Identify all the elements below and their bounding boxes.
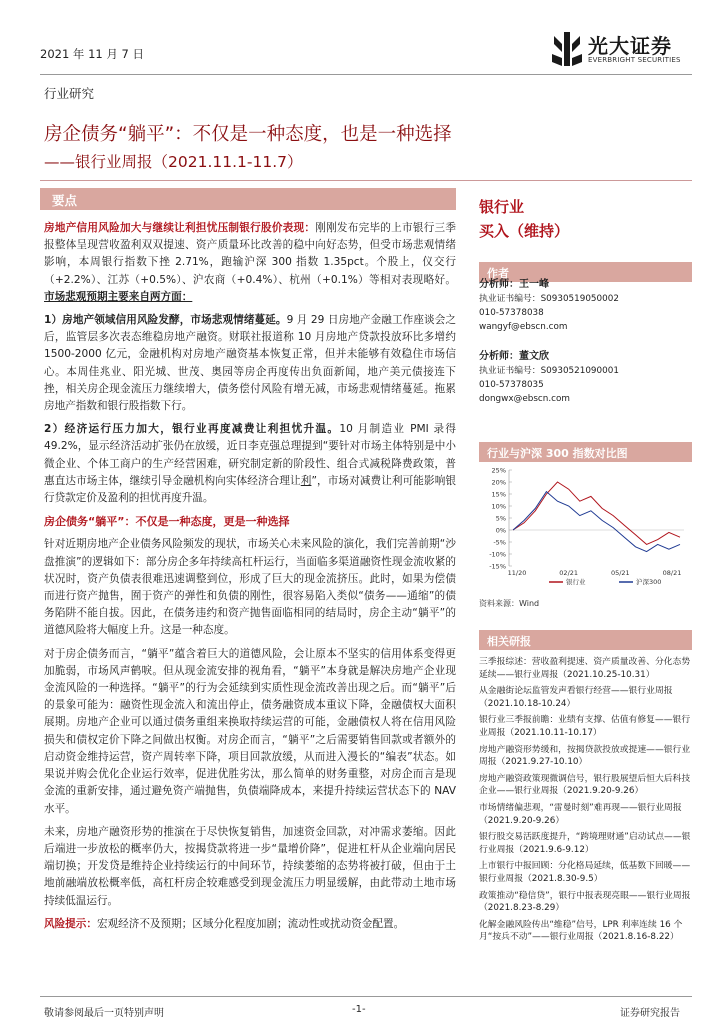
author-1-name: 王一峰 bbox=[519, 279, 549, 290]
author-1-label: 分析师： bbox=[479, 279, 519, 290]
related-report-item[interactable]: 从金融街论坛监管发声看银行经营——银行业周报（2021.10.18-10.24） bbox=[479, 686, 673, 709]
related-report-item[interactable]: 化解金融风险传出“维稳”信号，LPR 利率连续 16 个月“按兵不动”——银行业周报（2021.8.16-8.22） bbox=[479, 919, 683, 943]
risk-paragraph bbox=[44, 916, 456, 933]
main-body bbox=[44, 220, 456, 939]
related-report-item[interactable]: 房地产融资形势缓和，按揭贷款投放或提速——银行业周报（2021.9.27-10.10） bbox=[479, 744, 691, 768]
report-date: 2021 年 11 月 7 日 bbox=[40, 47, 144, 61]
x-tick-label: 02/21 bbox=[559, 569, 579, 577]
related-report-item[interactable]: 市场情绪偏悲观，“雷曼时刻”难再现——银行业周报（2021.9.20-9.26） bbox=[479, 802, 682, 826]
y-tick-label: 15% bbox=[491, 490, 506, 499]
logo-text-en: EVERBRIGHT SECURITIES bbox=[588, 56, 681, 64]
footer-divider bbox=[40, 996, 692, 997]
paragraph-4: 针对近期房地产企业债务风险频发的现状，市场关心未来风险的演化，我们完善前期“沙盘推演”的逻辑如下：部分房企多年持续高杠杆运行，当面临多渠道融资性现金流收紧的状况时，资产负债表很难迅速调整到位，形成了巨大的现金流挤压。此时，如果为偿债而进行资产抛售，囿于资产的弹性和负债的刚性，很容易陷入类似“债务——通缩”的债务陷阱不能自拔。因此，在债务违约和资产抛售面临相同的结局时，房企主动“躺平”的道德风险将大幅度上升。这是一种态度。 bbox=[44, 538, 456, 637]
paragraph-2 bbox=[44, 312, 456, 415]
y-tick-label: 5% bbox=[495, 514, 506, 523]
summary-header-bar bbox=[40, 188, 456, 210]
y-tick-label: -15% bbox=[489, 562, 506, 571]
y-tick-label: 20% bbox=[491, 478, 506, 487]
related-header-bar bbox=[479, 630, 692, 650]
related-report-item[interactable]: 三季报综述：营收盈利提速、资产质量改善、分化态势延续——银行业周报（2021.10.25-10.31） bbox=[479, 657, 691, 680]
related-report-item[interactable]: 银行股交易活跃度提升，“跨境理财通”启动试点——银行业周报（2021.9.6-9.12） bbox=[479, 832, 691, 855]
footer-report-type: 证券研究报告 bbox=[620, 1008, 680, 1019]
summary-label: 要点 bbox=[52, 193, 78, 208]
chart-title: 行业与沪深 300 指数对比图 bbox=[487, 447, 628, 460]
header-divider bbox=[40, 74, 692, 75]
p3-underline: 利 bbox=[300, 474, 312, 487]
legend-label: 沪深300 bbox=[636, 578, 662, 586]
related-report-item[interactable]: 上市银行中报回顾：分化格局延续，低基数下回暖——银行业周报（2021.8.30-9.5） bbox=[479, 861, 691, 884]
x-tick-label: 08/21 bbox=[662, 569, 682, 577]
author-1-phone: 010-57378038 bbox=[479, 308, 544, 318]
y-tick-label: 10% bbox=[491, 502, 506, 511]
legend-label: 银行业 bbox=[566, 578, 586, 586]
series-line-csi300 bbox=[513, 492, 680, 552]
footer-disclaimer[interactable]: 敬请参阅最后一页特别声明 bbox=[44, 1008, 164, 1019]
related-report-item[interactable]: 银行业三季报前瞻：业绩有支撑、估值有修复——银行业周报（2021.10.11-10.17） bbox=[479, 715, 691, 738]
p1-tail: 市场悲观预期主要来自两方面： bbox=[44, 290, 193, 303]
p3-text: 10 月制造业 PMI 录得 49.2%，显示经济活动扩张仍在放缓，近日李克强总理提到“要针对市场主体特别是中小微企业、个体工商户的生产经营困难，研究制定新的阶段性、组合式减税降费政策，普惠直达市场主体，继续引导金融机构向实体经济合理让 bbox=[44, 423, 456, 487]
author-2-name: 董文欣 bbox=[519, 351, 549, 362]
page-number: -1- bbox=[352, 1004, 366, 1015]
p3-tail: ”，市场对减费让利可能影响银行贷款定价及盈利的担忧再度升温。 bbox=[44, 474, 456, 505]
logo-icon bbox=[552, 32, 582, 66]
p1-text: 刚刚发布完毕的上市银行三季报整体呈现营收盈利双双提速、资产质量环比改善的稳中向好态势，但受市场悲观情绪影响，本周银行指数下挫 2.71%，跑输沪深 300 指数 1.35pct。个股上，仪交行（+2.2%）、江苏（+0.5%）、沪农商（+0.4%）、杭州（+0.1%）等相对表现略好。 bbox=[44, 222, 456, 286]
p3-bold: 2）经济运行压力加大，银行业再度减费让利担忧升温。 bbox=[44, 423, 340, 436]
report-category: 行业研究 bbox=[44, 86, 95, 101]
logo-text-cn: 光大证券 bbox=[588, 34, 672, 58]
x-tick-label: 11/20 bbox=[507, 569, 527, 577]
y-tick-label: 0% bbox=[495, 526, 506, 535]
index-comparison-chart bbox=[479, 462, 692, 592]
y-tick-label: -10% bbox=[489, 550, 506, 559]
authors-label: 作者 bbox=[487, 267, 509, 280]
x-tick-label: 05/21 bbox=[610, 569, 630, 577]
section-title: 房企债务“躺平”：不仅是一种态度，更是一种选择 bbox=[44, 515, 290, 529]
paragraph-1 bbox=[44, 220, 456, 306]
chart-source: 资料来源：Wind bbox=[479, 599, 540, 608]
author-2-phone: 010-57378035 bbox=[479, 380, 544, 390]
paragraph-6: 未来，房地产融资形势的推演在于尽快恢复销售，加速资金回款，对冲需求萎缩。因此后端进一步放松的概率仍大，按揭贷款将进一步“量增价降”，促进杠杆从企业端向居民端切换；开发贷是维持企业持续运行的中间环节，持续萎缩的态势将被打破，但由于土地前融端放松概率低，高杠杆房企较难感受到现金流压力明显缓解，由此带动土地市场持续低温运行。 bbox=[44, 825, 456, 907]
rating-industry: 银行业 bbox=[479, 198, 525, 216]
risk-text: 宏观经济不及预期；区域分化程度加剧；流动性或扰动资金配置。 bbox=[96, 917, 405, 930]
y-tick-label: -5% bbox=[493, 538, 506, 547]
author-1 bbox=[479, 278, 692, 334]
author-2-cert: 执业证书编号：S0930521090001 bbox=[479, 366, 619, 376]
company-logo bbox=[552, 30, 692, 74]
p1-highlight: 房地产信用风险加大与继续让利担忧压制银行股价表现： bbox=[44, 222, 316, 234]
chart-container bbox=[479, 462, 692, 592]
rating-value: 买入（维持） bbox=[479, 222, 570, 240]
related-report-item[interactable]: 政策推动“稳信贷”，银行中报表现亮眼——银行业周报（2021.8.23-8.29） bbox=[479, 890, 691, 914]
related-label: 相关研报 bbox=[487, 635, 531, 648]
report-title: 房企债务“躺平”：不仅是一种态度，也是一种选择 bbox=[44, 124, 452, 145]
author-2-label: 分析师： bbox=[479, 351, 519, 362]
risk-label: 风险提示： bbox=[44, 917, 97, 930]
chart-header-bar bbox=[479, 442, 692, 462]
y-tick-label: 25% bbox=[491, 466, 506, 475]
related-list bbox=[479, 656, 692, 948]
title-divider bbox=[40, 180, 692, 181]
related-report-item[interactable]: 房地产融资政策现微调信号，银行股展望后恒大后科技企业——银行业周报（2021.9.20-9.26） bbox=[479, 773, 691, 797]
author-1-cert: 执业证书编号：S0930519050002 bbox=[479, 294, 619, 304]
author-2 bbox=[479, 350, 692, 406]
series-line-bank bbox=[513, 482, 680, 544]
author-1-email[interactable]: wangyf@ebscn.com bbox=[479, 322, 568, 332]
p2-text: 9 月 29 日房地产金融工作座谈会之后，监管层多次表态维稳房地产融资。财联社报道称 10 月房地产贷款投放环比多增约 1500-2000 亿元，金融机构对房地产融资基本恢复正常，但并未能够有效稳住市场信心。本周佳兆业、阳光城、世茂、奥园等房企再度传出负面新闻，地产美元债接连下挫，相关房企现金流压力继续增大，债务偿付风险有增无减，市场悲观情绪蔓延。拖累房地产指数和银行股指数下行。 bbox=[44, 314, 456, 413]
paragraph-3 bbox=[44, 421, 456, 507]
paragraph-5: 对于房企债务而言，“躺平”蕴含着巨大的道德风险，会让原本不坚实的信用体系变得更加脆弱，市场风声鹤唳。但从现金流安排的视角看，“躺平”本身就是解决房地产企业现金流风险的一种选择。“躺平”的行为会延续到实质性现金流改善出现之后。而“躺平”后的景象可能为：融资性现金流入和流出停止，债务融资成本重议下降，金融债权大面积展期。房地产企业可以通过债务重组来换取持续运营的可能，金融债权人将在信用风险损失和债权定价下降之间做出权衡。对房企而言，“躺平”之后需要销售回款或者额外的启动资金维持运营，资产周转率下降，项目回款放缓，从而进入漫长的“编表”状态。如果说并购会优化企业运行效率，促进优胜劣汰，那么简单的财务重整，对房企而言是现金流的重新安排，通过避免资产端抛售，负债端降成本，来提升持续运营状态下的 NAV 水平。 bbox=[44, 647, 456, 815]
report-subtitle: ——银行业周报（2021.11.1-11.7） bbox=[44, 153, 303, 171]
author-2-email[interactable]: dongwx@ebscn.com bbox=[479, 394, 570, 404]
p2-bold: 1）房地产领域信用风险发酵，市场悲观情绪蔓延。 bbox=[44, 314, 287, 327]
